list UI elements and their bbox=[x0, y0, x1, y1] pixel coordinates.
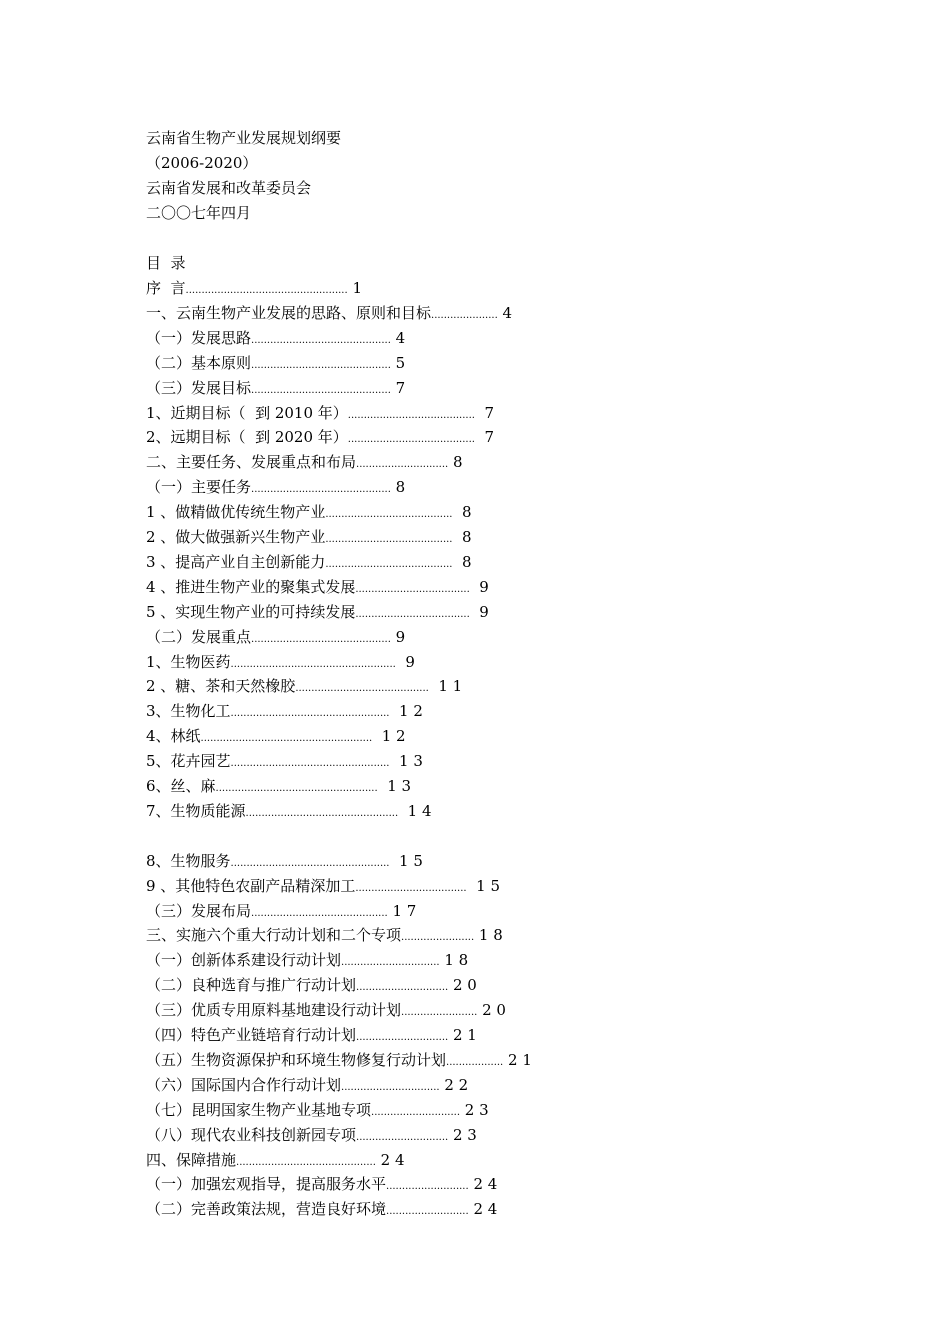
toc-entry-dots: ............................. bbox=[356, 1032, 449, 1043]
toc-entry-page: 1 4 bbox=[398, 802, 432, 820]
toc-entry-text: 二、主要任务、发展重点和布局 bbox=[146, 453, 357, 471]
toc-entry-text: （二）良种选育与推广行动计划 bbox=[146, 976, 357, 994]
toc-entry-text: 9 、其他特色农副产品精深加工 bbox=[146, 877, 356, 895]
toc-entry-text: 2、远期目标（ 到 2020 年） bbox=[146, 428, 348, 446]
toc-entry-dots: ....................... bbox=[401, 932, 475, 943]
toc-entry bbox=[146, 1100, 489, 1123]
toc-entry bbox=[146, 701, 423, 724]
toc-entry bbox=[146, 1025, 477, 1048]
toc-entry-text: （四）特色产业链培育行动计划 bbox=[146, 1026, 357, 1044]
toc-entry-text: （六）国际国内合作行动计划 bbox=[146, 1076, 342, 1094]
toc-entry-text: （七）昆明国家生物产业基地专项 bbox=[146, 1101, 372, 1119]
toc-entry-dots: ........................................ bbox=[347, 434, 475, 445]
toc-entry-dots: .......................... bbox=[386, 1181, 469, 1192]
toc-entry-text: 3、生物化工 bbox=[146, 702, 231, 720]
toc-entry bbox=[146, 751, 423, 774]
toc-entry-text: 2 、糖、茶和天然橡胶 bbox=[146, 677, 296, 695]
toc-entry bbox=[146, 477, 405, 500]
toc-entry bbox=[146, 776, 411, 799]
toc-entry-dots: ............................................ bbox=[236, 1157, 376, 1168]
toc-entry bbox=[146, 527, 472, 550]
toc-entry-page: 2 2 bbox=[439, 1076, 469, 1094]
toc-entry-dots: .................................................... bbox=[230, 659, 396, 670]
toc-entry-dots: ............................................ bbox=[251, 335, 391, 346]
toc-entry-dots: ................................... bbox=[355, 883, 467, 894]
toc-entry-dots: .................................... bbox=[355, 584, 470, 595]
toc-entry-text: 4、林纸 bbox=[146, 727, 201, 745]
toc-entry-dots: ..................... bbox=[431, 310, 498, 321]
toc-entry bbox=[146, 925, 503, 948]
toc-entry bbox=[146, 452, 463, 475]
toc-entry bbox=[146, 975, 477, 998]
toc-entry-page: 2 4 bbox=[468, 1200, 498, 1218]
toc-entry bbox=[146, 950, 468, 973]
toc-entry-text: 三、实施六个重大行动计划和二个专项 bbox=[146, 926, 402, 944]
toc-entry bbox=[146, 353, 405, 376]
toc-entry-dots: .................................................. bbox=[230, 758, 390, 769]
toc-entry-page: 8 bbox=[452, 528, 472, 546]
toc-entry-page: 9 bbox=[469, 603, 489, 621]
toc-entry-dots: ................................................... bbox=[215, 783, 378, 794]
toc-entry-page: 8 bbox=[390, 478, 406, 496]
toc-entry-dots: ........................................... bbox=[251, 908, 388, 919]
toc-entry-page: 1 2 bbox=[389, 702, 423, 720]
toc-entry-page: 8 bbox=[452, 553, 472, 571]
toc-entry-dots: .................. bbox=[446, 1057, 504, 1068]
toc-entry bbox=[146, 652, 415, 675]
toc-entry-page: 8 bbox=[448, 453, 463, 471]
toc-entry-dots: ................................................... bbox=[185, 285, 348, 296]
toc-entry-dots: ...................................................... bbox=[200, 733, 373, 744]
toc-entry-page: 4 bbox=[497, 304, 513, 322]
toc-entry bbox=[146, 1199, 497, 1222]
toc-entry bbox=[146, 1150, 405, 1173]
toc-entry-page: 5 bbox=[390, 354, 406, 372]
toc-entry-text: 7、生物质能源 bbox=[146, 802, 246, 820]
toc-entry-text: 1、近期目标（ 到 2010 年） bbox=[146, 404, 348, 422]
toc-entry-text: 6、丝、麻 bbox=[146, 777, 216, 795]
toc-entry bbox=[146, 1050, 532, 1073]
toc-entry bbox=[146, 577, 489, 600]
toc-entry-text: 5、花卉园艺 bbox=[146, 752, 231, 770]
toc-entry-page: 8 bbox=[452, 503, 472, 521]
toc-entry-text: 序 言 bbox=[146, 279, 186, 297]
toc-entry-dots: .................................... bbox=[355, 609, 470, 620]
toc-entry-page: 4 bbox=[390, 329, 406, 347]
toc-entry-dots: ............................................ bbox=[251, 385, 391, 396]
toc-entry-page: 1 2 bbox=[372, 727, 406, 745]
toc-entry-page: 2 4 bbox=[468, 1175, 498, 1193]
toc-entry bbox=[146, 1174, 497, 1197]
toc-entry-dots: .......................... bbox=[386, 1206, 469, 1217]
toc-entry-text: 一、云南生物产业发展的思路、原则和目标 bbox=[146, 304, 432, 322]
toc-entry-page: 2 0 bbox=[477, 1001, 506, 1019]
toc-entry-page: 1 1 bbox=[428, 677, 463, 695]
toc-entry-page: 2 1 bbox=[448, 1026, 477, 1044]
toc-entry bbox=[146, 627, 405, 650]
toc-entry-text: 四、保障措施 bbox=[146, 1151, 237, 1169]
toc-entry-text: （一）加强宏观指导，提高服务水平 bbox=[146, 1175, 387, 1193]
toc-entry-dots: ............................................ bbox=[251, 634, 391, 645]
toc-entry-dots: ............................................ bbox=[251, 484, 391, 495]
toc-entry bbox=[146, 876, 500, 899]
document-title: 云南省生物产业发展规划纲要 bbox=[146, 129, 342, 147]
toc-entry-text: 4 、推进生物产业的聚集式发展 bbox=[146, 578, 356, 596]
toc-entry-dots: ........................................ bbox=[325, 559, 453, 570]
toc-entry bbox=[146, 1125, 477, 1148]
toc-entry bbox=[146, 851, 423, 874]
toc-entry-page: 1 3 bbox=[389, 752, 423, 770]
toc-entry-text: 5 、实现生物产业的可持续发展 bbox=[146, 603, 356, 621]
toc-entry-dots: .................................................. bbox=[230, 858, 390, 869]
toc-entry-dots: ............................... bbox=[341, 957, 440, 968]
toc-entry-dots: .......................................... bbox=[295, 683, 429, 694]
document-years: （2006-2020） bbox=[146, 154, 258, 172]
toc-entry-text: （二）完善政策法规，营造良好环境 bbox=[146, 1200, 387, 1218]
toc-entry bbox=[146, 378, 405, 401]
toc-entry-text: （二）基本原则 bbox=[146, 354, 252, 372]
toc-entry-text: （三）发展目标 bbox=[146, 379, 252, 397]
toc-entry-dots: ........................ bbox=[401, 1007, 478, 1018]
toc-entry bbox=[146, 303, 512, 326]
toc-entry-dots: ........................................ bbox=[347, 410, 475, 421]
document-issuer: 云南省发展和改革委员会 bbox=[146, 179, 312, 197]
toc-entry bbox=[146, 403, 494, 426]
toc-entry-page: 2 1 bbox=[503, 1051, 532, 1069]
toc-entry bbox=[146, 502, 472, 525]
toc-entry-page: 7 bbox=[474, 428, 495, 446]
toc-entry bbox=[146, 602, 489, 625]
toc-entry-page: 7 bbox=[390, 379, 406, 397]
toc-entry-page: 1 8 bbox=[439, 951, 469, 969]
toc-entry-dots: ............................. bbox=[356, 459, 449, 470]
toc-entry-page: 9 bbox=[469, 578, 489, 596]
toc-entry bbox=[146, 328, 405, 351]
toc-entry-dots: ........................................ bbox=[325, 509, 453, 520]
toc-entry-text: （一）创新体系建设行动计划 bbox=[146, 951, 342, 969]
toc-entry-page: 1 bbox=[347, 279, 362, 297]
toc-entry-page: 2 4 bbox=[375, 1151, 405, 1169]
toc-entry-text: （三）优质专用原料基地建设行动计划 bbox=[146, 1001, 402, 1019]
toc-entry-dots: ............................................ bbox=[251, 360, 391, 371]
toc-entry-page: 1 7 bbox=[387, 902, 417, 920]
toc-entry-page: 1 3 bbox=[377, 777, 412, 795]
toc-entry bbox=[146, 278, 362, 301]
toc-entry-page: 1 8 bbox=[474, 926, 503, 944]
toc-entry-text: 1 、做精做优传统生物产业 bbox=[146, 503, 326, 521]
toc-entry bbox=[146, 1075, 468, 1098]
toc-entry bbox=[146, 676, 462, 699]
toc-entry bbox=[146, 901, 416, 924]
toc-entry bbox=[146, 427, 494, 450]
toc-entry-text: （三）发展布局 bbox=[146, 902, 252, 920]
toc-entry-dots: ........................................ bbox=[325, 534, 453, 545]
toc-entry-text: 2 、做大做强新兴生物产业 bbox=[146, 528, 326, 546]
toc-entry-text: （八）现代农业科技创新园专项 bbox=[146, 1126, 357, 1144]
toc-entry-dots: ............................. bbox=[356, 982, 449, 993]
toc-entry-page: 9 bbox=[390, 628, 406, 646]
toc-entry-dots: ............................ bbox=[371, 1107, 461, 1118]
toc-entry-page: 1 5 bbox=[389, 852, 423, 870]
toc-entry-dots: .................................................. bbox=[230, 708, 390, 719]
toc-entry-text: 1、生物医药 bbox=[146, 653, 231, 671]
toc-entry-page: 9 bbox=[395, 653, 415, 671]
toc-entry-text: （一）发展思路 bbox=[146, 329, 252, 347]
toc-entry bbox=[146, 1000, 506, 1023]
toc-entry-text: （一）主要任务 bbox=[146, 478, 252, 496]
toc-entry-text: （五）生物资源保护和环境生物修复行动计划 bbox=[146, 1051, 447, 1069]
toc-entry-dots: ................................................ bbox=[245, 808, 399, 819]
document-date: 二〇〇七年四月 bbox=[146, 204, 252, 222]
toc-entry-page: 7 bbox=[474, 404, 495, 422]
toc-entry-page: 2 3 bbox=[448, 1126, 477, 1144]
toc-entry bbox=[146, 801, 432, 824]
toc-entry-page: 1 5 bbox=[466, 877, 500, 895]
toc-entry-dots: ............................... bbox=[341, 1082, 440, 1093]
toc-entry-text: 8、生物服务 bbox=[146, 852, 231, 870]
toc-entry-page: 2 0 bbox=[448, 976, 477, 994]
toc-entry-page: 2 3 bbox=[460, 1101, 489, 1119]
toc-entry bbox=[146, 726, 406, 749]
toc-entry bbox=[146, 552, 472, 575]
toc-entry-text: （二）发展重点 bbox=[146, 628, 252, 646]
toc-heading: 目 录 bbox=[146, 254, 186, 272]
toc-entry-text: 3 、提高产业自主创新能力 bbox=[146, 553, 326, 571]
toc-entry-dots: ............................. bbox=[356, 1132, 449, 1143]
